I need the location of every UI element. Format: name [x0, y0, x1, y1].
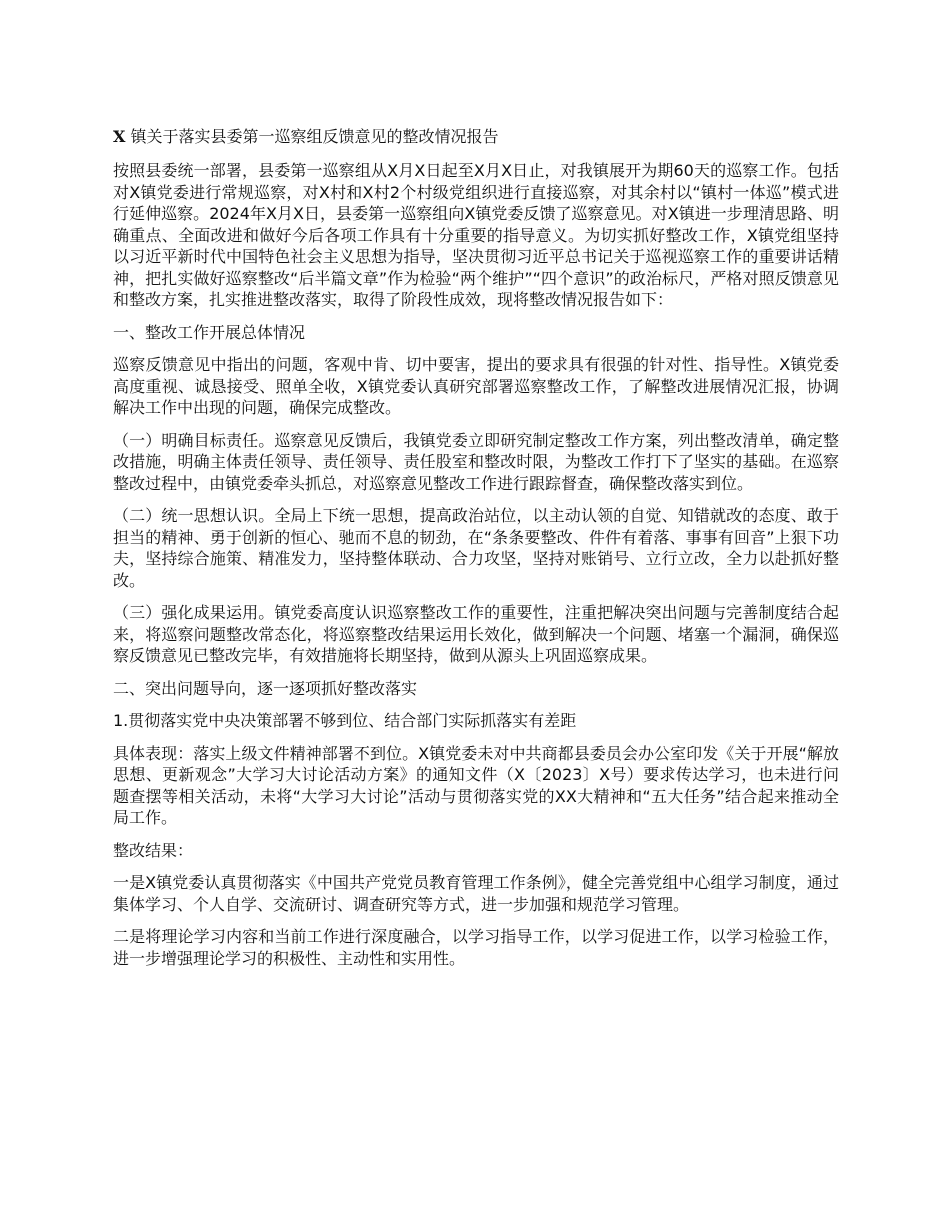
- document-title-rest: 镇关于落实县委第一巡察组反馈意见的整改情况报告: [125, 127, 499, 146]
- section-1-paragraph-4: （三）强化成果运用。镇党委高度认识巡察整改工作的重要性，注重把解决突出问题与完善制度结合起来，将巡察问题整改常态化，将巡察整改结果运用长效化，做到解决一个问题、堵塞一个漏洞，确保巡察反馈意见已整改完毕，有效措施将长期坚持，做到从源头上巩固巡察成果。: [113, 603, 839, 665]
- document-title: [113, 124, 839, 150]
- result-paragraph-2: 二是将理论学习内容和当前工作进行深度融合，以学习指导工作，以学习促进工作，以学习检验工作，进一步增强理论学习的积极性、主动性和实用性。: [113, 927, 839, 968]
- section-1-heading: 一、整改工作开展总体情况: [113, 322, 306, 342]
- item-1-detail: 具体表现：落实上级文件精神部署不到位。X镇党委未对中共商都县委员会办公室印发《关于开展“解放思想、更新观念”大学习大讨论活动方案》的通知文件（X〔2023〕X号）要求传达学习，也未进行问题查摆等相关活动，未将“大学习大讨论”活动与贯彻落实党的XX大精神和“五大任务”结合起来推动全局工作。: [113, 743, 839, 827]
- document-title-lead: X: [113, 127, 126, 146]
- result-paragraph-1: 一是X镇党委认真贯彻落实《中国共产党党员教育管理工作条例》，健全完善党组中心组学习制度，通过集体学习、个人自学、交流研讨、调查研究等方式，进一步加强和规范学习管理。: [113, 873, 839, 914]
- intro-paragraph: 按照县委统一部署，县委第一巡察组从X月X日起至X月X日止，对我镇展开为期60天的巡察工作。包括对X镇党委进行常规巡察，对X村和X村2个村级党组织进行直接巡察，对其余村以“镇村一体巡”模式进行延伸巡察。2024年X月X日，县委第一巡察组向X镇党委反馈了巡察意见。对X镇进一步理清思路、明确重点、全面改进和做好今后各项工作具有十分重要的指导意义。为切实抓好整改工作，X镇党组坚持以习近平新时代中国特色社会主义思想为指导，坚决贯彻习近平总书记关于巡视巡察工作的重要讲话精神，把扎实做好巡察整改“后半篇文章”作为检验“两个维护”“四个意识”的政治标尺，严格对照反馈意见和整改方案，扎实推进整改落实，取得了阶段性成效，现将整改情况报告如下：: [113, 161, 839, 309]
- section-1-paragraph-1: 巡察反馈意见中指出的问题，客观中肯、切中要害，提出的要求具有很强的针对性、指导性。X镇党委高度重视、诚恳接受、照单全收，X镇党委认真研究部署巡察整改工作，了解整改进展情况汇报，协调解决工作中出现的问题，确保完成整改。: [113, 355, 839, 417]
- result-label: 整改结果：: [113, 840, 194, 860]
- section-2-heading: 二、突出问题导向，逐一逐项抓好整改落实: [113, 678, 418, 698]
- item-1-heading: 1.贯彻落实党中央决策部署不够到位、结合部门实际抓落实有差距: [113, 711, 577, 730]
- document-page: [113, 124, 839, 980]
- section-1-paragraph-3: （二）统一思想认识。全局上下统一思想，提高政治站位，以主动认领的自觉、知错就改的态度、敢于担当的精神、勇于创新的恒心、驰而不息的韧劲，在“条条要整改、件件有着落、事事有回音”上狠下功夫，坚持综合施策、精准发力，坚持整体联动、合力攻坚，坚持对账销号、立行立改，全力以赴抓好整改。: [113, 506, 839, 590]
- section-1-paragraph-2: （一）明确目标责任。巡察意见反馈后，我镇党委立即研究制定整改工作方案，列出整改清单，确定整改措施，明确主体责任领导、责任领导、责任股室和整改时限，为整改工作打下了坚实的基础。在巡察整改过程中，由镇党委牵头抓总，对巡察意见整改工作进行跟踪督查，确保整改落实到位。: [113, 430, 839, 493]
